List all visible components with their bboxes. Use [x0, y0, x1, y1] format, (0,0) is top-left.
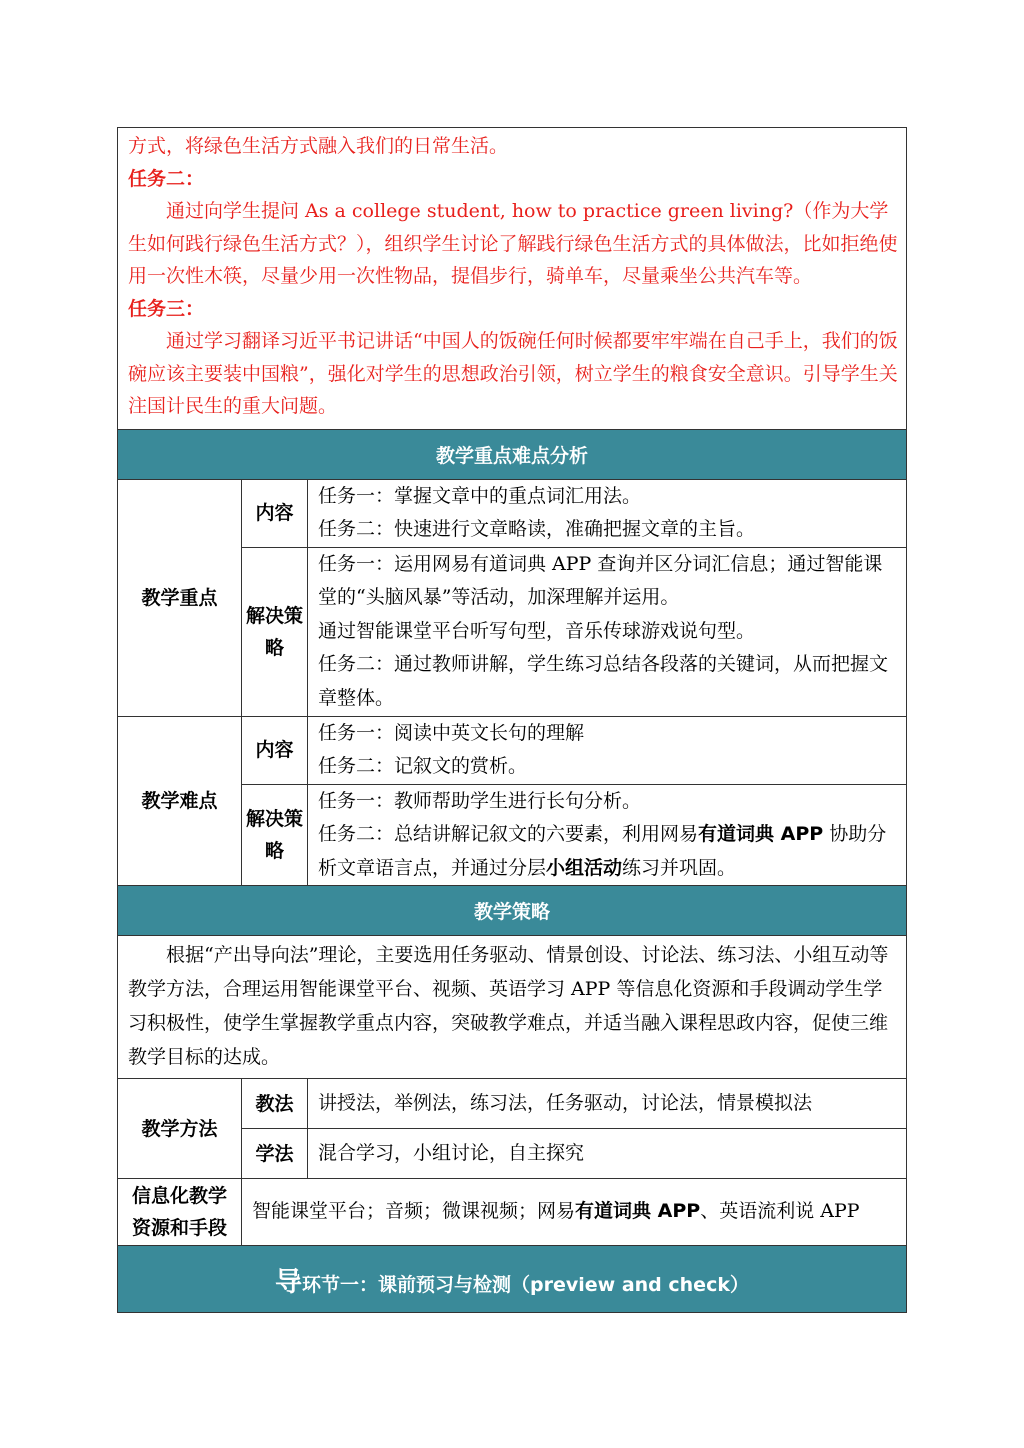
difficulties-content-line: 任务一：阅读中英文长句的理解 — [318, 721, 585, 744]
intro-cell — [118, 128, 907, 430]
key-points-content-line: 任务一：掌握文章中的重点词汇用法。 — [318, 484, 642, 507]
key-points-content — [308, 479, 907, 547]
lesson-plan-table — [117, 127, 907, 1313]
key-points-strategy-label: 解决策略 — [242, 547, 308, 716]
section-title: 环节一：课前预习与检测（preview and check） — [302, 1273, 749, 1296]
strategy-text-row — [118, 936, 907, 1079]
difficulties-content — [308, 716, 907, 784]
difficulties-strategy-line — [318, 818, 898, 885]
learning-method-label: 学法 — [242, 1129, 308, 1179]
teaching-method-row — [118, 1079, 907, 1129]
section-header — [118, 1246, 907, 1313]
key-points-strategy-line: 任务一：运用网易有道词典 APP 查询并区分词汇信息；通过智能课堂的“头脑风暴”等活动，加深理解并运用。 — [318, 552, 883, 609]
key-points-strategy-line: 通过智能课堂平台听写句型，音乐传球游戏说句型。 — [318, 619, 756, 642]
intro-row — [118, 128, 907, 430]
difficulties-strategy-label: 解决策略 — [242, 784, 308, 886]
app-name: 有道词典 APP — [575, 1200, 701, 1223]
lesson-plan-document — [117, 127, 906, 1313]
methods-label: 教学方法 — [118, 1079, 242, 1179]
difficulties-content-row — [118, 716, 907, 784]
resources-row — [118, 1179, 907, 1246]
key-points-strategy-line: 任务二：通过教师讲解，学生练习总结各段落的关键词，从而把握文章整体。 — [318, 653, 889, 709]
teaching-method-label: 教法 — [242, 1079, 308, 1129]
analysis-header: 教学重点难点分析 — [118, 429, 907, 479]
resources-label — [118, 1179, 242, 1246]
intro-line: 方式，将绿色生活方式融入我们的日常生活。 — [128, 135, 509, 157]
strategy-text-cell — [118, 936, 907, 1079]
key-points-label: 教学重点 — [118, 479, 242, 716]
text-run: 任务二：总结讲解记叙文的六要素，利用网易 — [318, 823, 699, 845]
group-activity: 小组活动 — [546, 856, 623, 879]
teaching-method-text: 讲授法，举例法，练习法，任务驱动，讨论法，情景模拟法 — [308, 1079, 907, 1129]
key-points-content-row — [118, 479, 907, 547]
analysis-header-row — [118, 429, 907, 479]
task3-heading: 任务三： — [128, 297, 205, 320]
difficulties-content-line: 任务二：记叙文的赏析。 — [318, 755, 528, 777]
text-run: 练习并巩固。 — [622, 856, 737, 879]
strategy-header: 教学策略 — [118, 886, 907, 936]
strategy-text: 根据“产出导向法”理论，主要选用任务驱动、情景创设、讨论法、练习法、小组互动等教学方法，合理运用智能课堂平台、视频、英语学习 APP 等信息化资源和手段调动学生学习积极性，使学生掌握教学重点内容，突破教学难点，并适当融入课程思政内容，促使三维教学目标的达成。 — [128, 944, 889, 1068]
text-run: 智能课堂平台；音频；微课视频；网易 — [252, 1200, 576, 1223]
key-points-content-label: 内容 — [242, 479, 308, 547]
task3-text: 通过学习翻译习近平书记讲话“中国人的饭碗任何时候都要牢牢端在自己手上，我们的饭碗应该主要装中国粮”，强化对学生的思想政治引领，树立学生的粮食安全意识。引导学生关注国计民生的重大问题。 — [128, 330, 898, 417]
resources-label-line: 资源和手段 — [131, 1217, 227, 1239]
resources-text — [242, 1179, 907, 1246]
task2-text: 通过向学生提问 As a college student, how to practice green living?（作为大学生如何践行绿色生活方式？），组织学生讨论了解践行绿色生活方式的具体做法，比如拒绝使用一次性木筷，尽量少用一次性物品，提倡步行，骑单车，尽量乘坐公共汽车等。 — [128, 200, 898, 287]
app-name: 有道词典 APP — [698, 823, 824, 845]
strategy-header-row — [118, 886, 907, 936]
task2-heading: 任务二： — [128, 167, 205, 190]
difficulties-label: 教学难点 — [118, 716, 242, 886]
section-header-row — [118, 1246, 907, 1313]
key-points-strategy — [308, 547, 907, 716]
key-points-content-line: 任务二：快速进行文章略读，准确把握文章的主旨。 — [318, 518, 756, 540]
difficulties-strategy-line: 任务一：教师帮助学生进行长句分析。 — [318, 789, 642, 812]
text-run: 协助分析文章语言点，并通过分层 — [318, 823, 887, 879]
resources-label-line: 信息化教学 — [131, 1185, 227, 1207]
difficulties-content-label: 内容 — [242, 716, 308, 784]
difficulties-strategy — [308, 784, 907, 886]
learning-method-text: 混合学习，小组讨论，自主探究 — [308, 1129, 907, 1179]
text-run: 、英语流利说 APP — [700, 1200, 860, 1223]
section-big-char: 导 — [275, 1266, 303, 1298]
